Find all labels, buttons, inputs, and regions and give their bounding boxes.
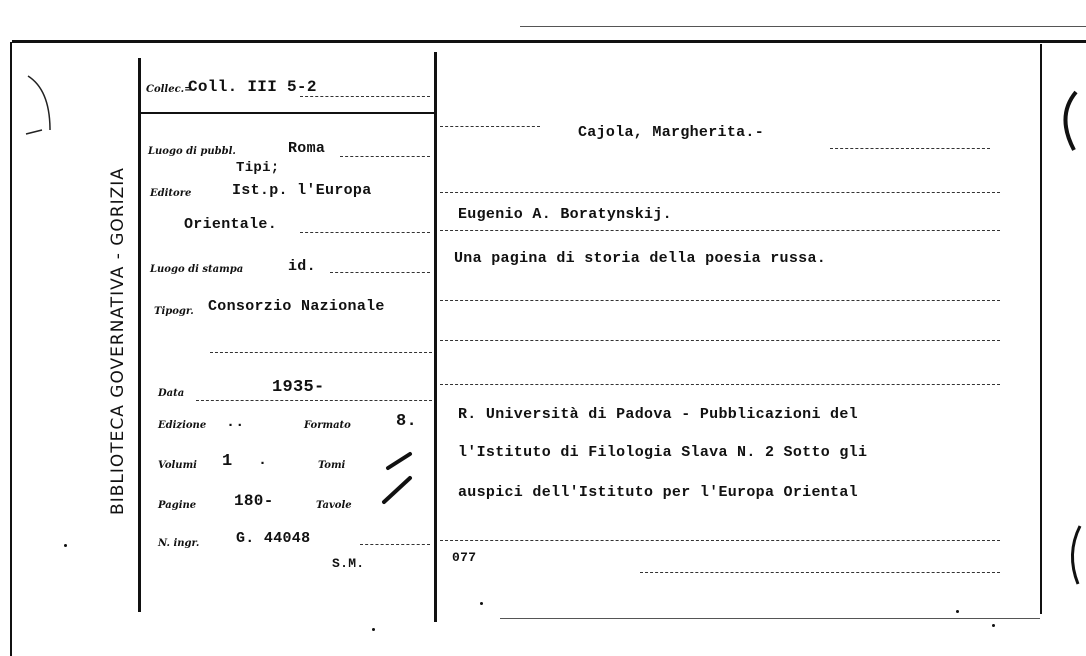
volumi-label: Volumi <box>158 460 197 471</box>
scan-speck <box>372 628 375 631</box>
left-rule <box>300 232 430 233</box>
left-rule <box>360 544 430 545</box>
tavole-label: Tavole <box>316 500 352 511</box>
record-rule <box>830 148 990 149</box>
luogo-pubbl-label: Luogo di pubbl. <box>148 146 236 157</box>
edizione-value: .. <box>226 414 245 431</box>
n-ingr-value: G. 44048 <box>236 530 311 547</box>
editore-value-line1: Tipi; <box>236 160 280 176</box>
left-rule <box>330 272 430 273</box>
luogo-stampa-label: Luogo di stampa <box>150 264 244 275</box>
left-rule <box>340 156 430 157</box>
title-line: Una pagina di storia della poesia russa. <box>454 250 827 267</box>
editore-value-line3: Orientale. <box>184 216 278 233</box>
luogo-stampa-value: id. <box>288 258 316 275</box>
scan-speck <box>956 610 959 613</box>
record-rule <box>440 384 1000 385</box>
pagine-value: 180- <box>234 492 274 510</box>
record-rule <box>440 340 1000 341</box>
card-left-border <box>10 42 12 656</box>
editore-label: Editore <box>150 188 192 199</box>
scan-speck <box>992 624 995 627</box>
tavole-dash-mark <box>380 474 416 506</box>
card-top-border <box>12 40 1086 43</box>
right-edge-bracket <box>1052 86 1086 156</box>
edizione-label: Edizione <box>158 420 207 431</box>
pagine-label: Pagine <box>158 500 197 511</box>
record-rule <box>440 300 1000 301</box>
tomi-dash-mark <box>384 450 414 474</box>
card-right-border <box>1040 44 1042 614</box>
data-value: 1935- <box>272 378 325 397</box>
record-rule <box>440 192 1000 193</box>
classification-number: 077 <box>452 550 477 565</box>
n-ingr-label: N. ingr. <box>158 538 200 549</box>
series-line-1: R. Università di Padova - Pubblicazioni del <box>458 406 858 423</box>
record-rule <box>440 230 1000 231</box>
card-top-edge-right <box>520 26 1086 27</box>
volumi-separator: . <box>258 452 268 469</box>
author-heading: Cajola, Margherita.- <box>578 124 765 141</box>
volumi-value: 1 <box>222 452 233 471</box>
middle-column-divider <box>434 52 437 622</box>
scan-speck <box>480 602 483 605</box>
collocazione-underline <box>140 112 436 114</box>
left-margin-mark <box>20 70 60 140</box>
n-ingr-subvalue: S.M. <box>332 556 365 571</box>
series-line-2: l'Istituto di Filologia Slava N. 2 Sotto gli <box>458 444 868 461</box>
record-rule <box>440 126 540 127</box>
coauthor-line: Eugenio A. Boratynskij. <box>458 206 672 223</box>
left-rule <box>196 400 432 401</box>
tipografia-line2 <box>210 352 432 353</box>
tipografia-value: Consorzio Nazionale <box>208 298 385 315</box>
record-rule <box>640 572 1000 573</box>
tipografia-label: Tipogr. <box>154 306 194 317</box>
library-title-vertical: BIBLIOTECA GOVERNATIVA - GORIZIA <box>108 167 128 515</box>
editore-value-line2: Ist.p. l'Europa <box>232 182 372 199</box>
scan-speck <box>64 544 67 547</box>
record-rule <box>440 540 1000 541</box>
formato-value: 8. <box>396 412 418 431</box>
series-line-3: auspici dell'Istituto per l'Europa Oriental <box>458 484 858 501</box>
left-column-divider <box>138 58 141 612</box>
data-label: Data <box>158 388 185 399</box>
card-bottom-border <box>500 618 1040 619</box>
formato-label: Formato <box>304 420 351 431</box>
left-rule <box>300 96 430 97</box>
collocazione-value: Coll. III 5-2 <box>188 78 317 96</box>
tomi-label: Tomi <box>318 460 346 471</box>
right-edge-bracket <box>1060 520 1086 590</box>
collocazione-label: Collec.= <box>146 84 193 95</box>
luogo-pubbl-value: Roma <box>288 140 326 157</box>
